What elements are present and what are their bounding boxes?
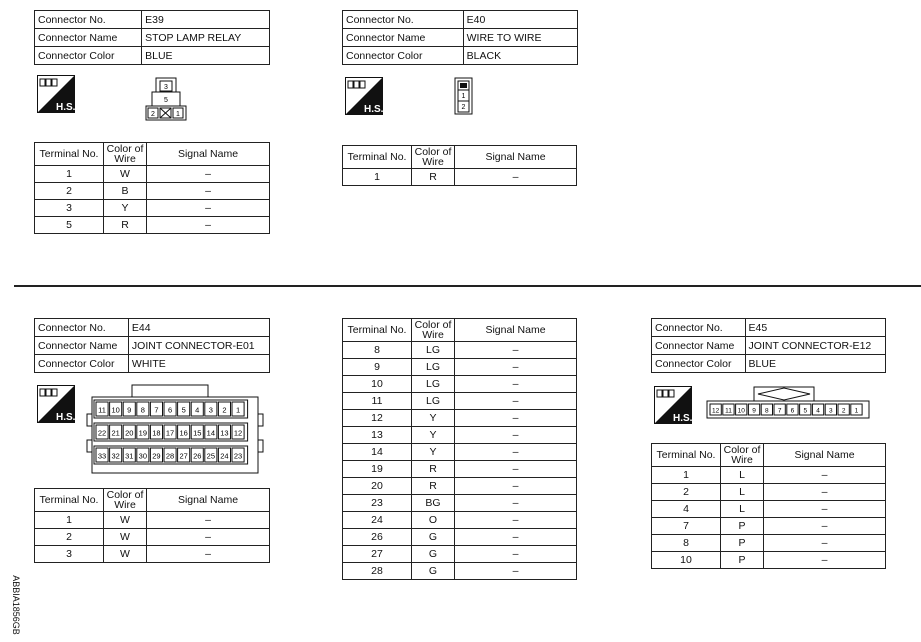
e44-pin: 9 bbox=[127, 405, 132, 415]
e44-pin: 15 bbox=[193, 428, 202, 438]
e44-pin: 28 bbox=[165, 451, 175, 461]
e44-pin: 8 bbox=[140, 405, 145, 415]
e44-connector-diagram bbox=[86, 384, 266, 476]
connector-no-value: E44 bbox=[128, 319, 269, 337]
table-row: 9 LG – bbox=[343, 359, 577, 376]
connector-name-value: JOINT CONNECTOR-E01 bbox=[128, 337, 269, 355]
label-connector-no: Connector No. bbox=[35, 319, 129, 337]
table-row: 20 R – bbox=[343, 478, 577, 495]
e44-pin: 11 bbox=[98, 405, 106, 415]
table-row: 2 B – bbox=[35, 183, 270, 200]
e44-pin: 29 bbox=[152, 451, 161, 461]
e44-pin: 10 bbox=[111, 405, 120, 415]
table-row: 10 LG – bbox=[343, 376, 577, 393]
e44-pin: 2 bbox=[222, 405, 227, 415]
table-row: 19 R – bbox=[343, 461, 577, 478]
e45-pin: 4 bbox=[816, 407, 820, 415]
connector-color-value: BLUE bbox=[142, 47, 270, 65]
e39-terminal-table bbox=[34, 142, 270, 234]
e39-pin: 3 bbox=[164, 84, 168, 91]
label-connector-no: Connector No. bbox=[652, 319, 746, 337]
header-signal-name: Signal Name bbox=[147, 489, 270, 512]
header-terminal-no: Terminal No. bbox=[35, 143, 104, 166]
e44-pin: 23 bbox=[233, 451, 243, 461]
label-connector-color: Connector Color bbox=[343, 47, 464, 65]
e39-info-table bbox=[34, 10, 270, 65]
e44-pin: 30 bbox=[138, 451, 148, 461]
e44-pin: 20 bbox=[125, 428, 134, 438]
header-signal-name: Signal Name bbox=[455, 146, 577, 169]
hs-label: H.S. bbox=[673, 413, 692, 424]
header-signal-name: Signal Name bbox=[764, 444, 886, 467]
header-terminal-no: Terminal No. bbox=[343, 146, 412, 169]
e44-pin: 3 bbox=[208, 405, 213, 415]
e44-pin: 19 bbox=[138, 428, 148, 438]
e39-pin: 2 bbox=[151, 111, 155, 118]
table-row: 8 P – bbox=[652, 535, 886, 552]
e44-continued-terminal-table bbox=[342, 318, 577, 580]
e44-terminal-table bbox=[34, 488, 270, 563]
figure-code: ABBIA1856GB bbox=[10, 575, 21, 635]
table-row: 2 L – bbox=[652, 484, 886, 501]
e45-pin: 10 bbox=[737, 407, 745, 415]
e44-pin: 26 bbox=[193, 451, 202, 461]
header-signal-name: Signal Name bbox=[455, 319, 577, 342]
harness-side-icon bbox=[37, 75, 75, 113]
e39-connector-diagram bbox=[143, 77, 189, 123]
label-connector-no: Connector No. bbox=[343, 11, 464, 29]
e44-pin: 27 bbox=[179, 451, 188, 461]
header-terminal-no: Terminal No. bbox=[343, 319, 412, 342]
e45-pin: 7 bbox=[777, 407, 782, 415]
e44-pin: 32 bbox=[111, 451, 120, 461]
harness-side-icon bbox=[654, 386, 692, 424]
e44-pin: 21 bbox=[111, 428, 120, 438]
e40-pin: 2 bbox=[461, 104, 466, 111]
header-color-of-wire: Color of Wire bbox=[721, 444, 764, 467]
harness-side-icon bbox=[345, 77, 383, 115]
label-connector-name: Connector Name bbox=[35, 337, 129, 355]
hs-label: H.S. bbox=[56, 102, 75, 113]
table-row: 23 BG – bbox=[343, 495, 577, 512]
table-row: 1 L – bbox=[652, 467, 886, 484]
table-row: 8 LG – bbox=[343, 342, 577, 359]
table-row: 24 O – bbox=[343, 512, 577, 529]
header-color-of-wire: Color of Wire bbox=[104, 489, 147, 512]
table-row: 28 G – bbox=[343, 563, 577, 580]
connector-color-value: WHITE bbox=[128, 355, 269, 373]
table-row: 11 LG – bbox=[343, 393, 577, 410]
e45-connector-diagram bbox=[706, 386, 871, 420]
hs-label: H.S. bbox=[364, 104, 383, 115]
e44-pin: 14 bbox=[206, 428, 216, 438]
header-signal-name: Signal Name bbox=[147, 143, 270, 166]
table-row: 4 L – bbox=[652, 501, 886, 518]
e45-pin: 5 bbox=[803, 407, 808, 415]
connector-color-value: BLACK bbox=[463, 47, 577, 65]
e40-info-table bbox=[342, 10, 578, 65]
connector-no-value: E45 bbox=[745, 319, 885, 337]
e44-pin: 4 bbox=[195, 405, 200, 415]
e44-pin: 25 bbox=[206, 451, 216, 461]
label-connector-no: Connector No. bbox=[35, 11, 142, 29]
header-color-of-wire: Color of Wire bbox=[412, 319, 455, 342]
e40-connector-diagram bbox=[454, 77, 474, 117]
hs-label: H.S. bbox=[56, 412, 75, 423]
e44-pin: 22 bbox=[97, 428, 107, 438]
label-connector-name: Connector Name bbox=[35, 29, 142, 47]
table-row: 2 W – bbox=[35, 529, 270, 546]
table-row: 27 G – bbox=[343, 546, 577, 563]
e44-pin: 5 bbox=[181, 405, 186, 415]
e45-terminal-table bbox=[651, 443, 886, 569]
table-row: 12 Y – bbox=[343, 410, 577, 427]
e44-pin: 17 bbox=[165, 428, 175, 438]
e45-pin: 3 bbox=[829, 407, 833, 415]
table-row: 13 Y – bbox=[343, 427, 577, 444]
table-row: 1 W – bbox=[35, 512, 270, 529]
connector-no-value: E39 bbox=[142, 11, 270, 29]
e44-info-table bbox=[34, 318, 270, 373]
e44-pin: 13 bbox=[220, 428, 229, 438]
header-terminal-no: Terminal No. bbox=[35, 489, 104, 512]
e44-pin: 33 bbox=[97, 451, 107, 461]
table-row: 5 R – bbox=[35, 217, 270, 234]
e45-pin: 6 bbox=[790, 407, 795, 415]
table-row: 10 P – bbox=[652, 552, 886, 569]
e39-pin: 1 bbox=[176, 111, 180, 118]
header-color-of-wire: Color of Wire bbox=[104, 143, 147, 166]
e45-pin: 1 bbox=[854, 407, 859, 415]
e39-pin: 5 bbox=[164, 97, 168, 104]
e44-pin: 31 bbox=[125, 451, 134, 461]
table-row: 14 Y – bbox=[343, 444, 577, 461]
table-row: 7 P – bbox=[652, 518, 886, 535]
e45-pin: 9 bbox=[752, 407, 756, 415]
header-color-of-wire: Color of Wire bbox=[412, 146, 455, 169]
table-row: 1 R – bbox=[343, 169, 577, 186]
e40-terminal-table bbox=[342, 145, 577, 186]
e45-pin: 12 bbox=[712, 407, 720, 415]
harness-side-icon bbox=[37, 385, 75, 423]
label-connector-color: Connector Color bbox=[35, 355, 129, 373]
e44-pin: 7 bbox=[154, 405, 159, 415]
label-connector-name: Connector Name bbox=[343, 29, 464, 47]
header-terminal-no: Terminal No. bbox=[652, 444, 721, 467]
table-row: 3 Y – bbox=[35, 200, 270, 217]
section-divider bbox=[14, 285, 921, 287]
e45-pin: 2 bbox=[841, 407, 846, 415]
label-connector-color: Connector Color bbox=[652, 355, 746, 373]
e44-pin: 16 bbox=[179, 428, 188, 438]
table-row: 26 G – bbox=[343, 529, 577, 546]
connector-no-value: E40 bbox=[463, 11, 577, 29]
e44-pin: 6 bbox=[167, 405, 173, 415]
e45-pin: 11 bbox=[725, 407, 732, 415]
e44-pin: 24 bbox=[220, 451, 229, 461]
table-row: 3 W – bbox=[35, 546, 270, 563]
e44-pin: 12 bbox=[233, 428, 243, 438]
e44-pin: 1 bbox=[235, 405, 241, 415]
e45-pin: 8 bbox=[765, 407, 769, 415]
connector-name-value: JOINT CONNECTOR-E12 bbox=[745, 337, 885, 355]
label-connector-color: Connector Color bbox=[35, 47, 142, 65]
e40-pin: 1 bbox=[461, 93, 466, 100]
table-row: 1 W – bbox=[35, 166, 270, 183]
e45-info-table bbox=[651, 318, 886, 373]
connector-name-value: STOP LAMP RELAY bbox=[142, 29, 270, 47]
label-connector-name: Connector Name bbox=[652, 337, 746, 355]
connector-name-value: WIRE TO WIRE bbox=[463, 29, 577, 47]
connector-color-value: BLUE bbox=[745, 355, 885, 373]
e44-pin: 18 bbox=[152, 428, 161, 438]
